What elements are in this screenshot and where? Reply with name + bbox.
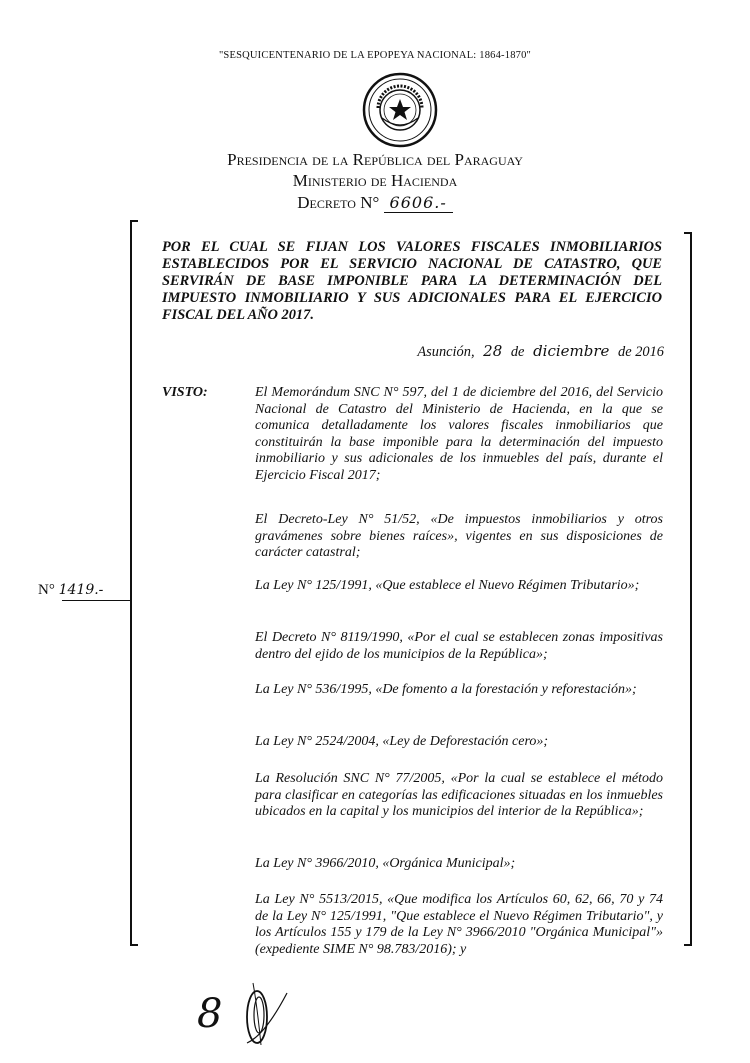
margin-number-value: 1419.- (58, 582, 104, 598)
decree-label: Decreto N° (297, 193, 380, 212)
visto-paragraph: La Resolución SNC N° 77/2005, «Por la cual se establece el método para clasificar en categorías las edificaciones situadas en los inmuebles ubicados en la capital y los municipios del interior de la República»; (255, 771, 663, 819)
handwritten-signature-icon (195, 975, 325, 1050)
date-day: 28 (483, 342, 503, 360)
national-seal-icon (362, 72, 438, 148)
visto-paragraph: La Ley N° 125/1991, «Que establece el Nuevo Régimen Tributario»; (255, 578, 640, 593)
ministry-heading: Ministerio de Hacienda (292, 171, 458, 190)
visto-paragraph: La Ley N° 3966/2010, «Orgánica Municipal»; (255, 856, 516, 871)
visto-paragraph: La Ley N° 2524/2004, «Ley de Deforestación cero»; (255, 734, 549, 749)
left-bracket (130, 220, 138, 946)
right-bracket (684, 232, 692, 946)
presidency-heading: Presidencia de la República del Paraguay (227, 150, 523, 169)
margin-number-label: N° (38, 582, 55, 598)
visto-paragraph: La Ley N° 5513/2015, «Que modifica los Artículos 60, 62, 66, 70 y 74 de la Ley N° 125/1991, "Que establece el Nuevo Régimen Tributario", y los Artículos 155 y 179 de la Ley N° 3966/2010 "Orgánica Municipal"» (expediente SIME N° 98.783/2016); y (255, 892, 663, 957)
date-month: diciembre (533, 342, 610, 360)
decree-number: 6606.- (384, 193, 453, 213)
visto-paragraph: La Ley N° 536/1995, «De fomento a la forestación y reforestación»; (255, 682, 637, 697)
visto-paragraph: El Decreto-Ley N° 51/52, «De impuestos inmobiliarios y otros gravámenes sobre bienes raíces», vigentes en sus disposiciones de carácter catastral; (255, 512, 663, 560)
date-year: de 2016 (618, 344, 664, 360)
visto-paragraph: El Decreto N° 8119/1990, «Por el cual se establecen zonas impositivas dentro del ejido de los municipios de la República»; (255, 630, 663, 662)
visto-label: VISTO: (162, 385, 208, 400)
decree-heading (0, 193, 750, 213)
date-line (368, 342, 664, 361)
margin-underline (62, 600, 132, 601)
margin-number-note (38, 582, 103, 599)
motto-line: "SESQUICENTENARIO DE LA EPOPEYA NACIONAL: 1864-1870" (218, 50, 532, 61)
visto-paragraph: El Memorándum SNC N° 597, del 1 de diciembre del 2016, del Servicio Nacional de Catastro del Ministerio de Hacienda, en la que se comunica detalladamente los valores fiscales inmobiliarios que constituirán la base imponible para la determinación del impuesto inmobiliario y sus adicionales de los inmuebles del país, durante el Ejercicio Fiscal 2017; (255, 385, 663, 483)
decree-title: POR EL CUAL SE FIJAN LOS VALORES FISCALES INMOBILIARIOS ESTABLECIDOS POR EL SERVICIO NACIONAL DE CATASTRO, QUE SERVIRÁN DE BASE IMPONIBLE PARA LA DETERMINACIÓN DEL IMPUESTO INMOBILIARIO Y SUS ADICIONALES PARA EL EJERCICIO FISCAL DEL AÑO 2017. (162, 239, 662, 323)
handwritten-mark: 8 (197, 991, 223, 1037)
date-de: de (510, 344, 525, 360)
date-city: Asunción, (417, 344, 475, 360)
